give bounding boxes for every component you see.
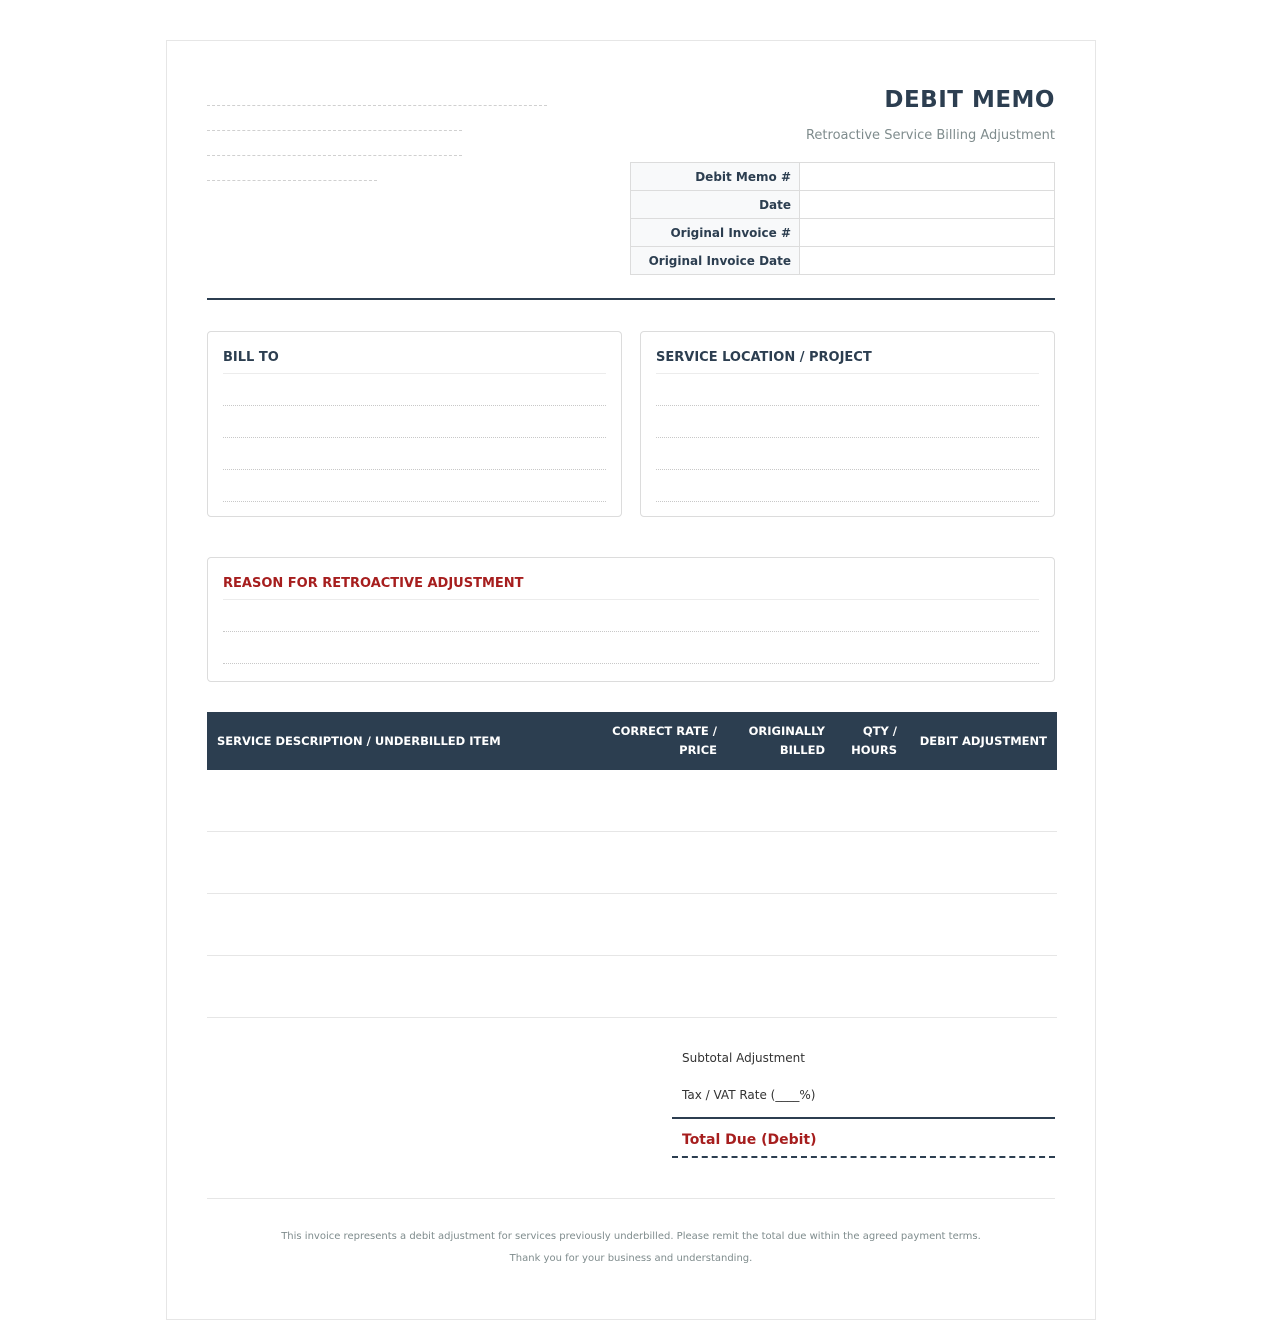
cell-originally-billed[interactable] [727,894,835,956]
cell-debit[interactable] [907,770,1057,832]
cell-qty[interactable] [835,956,907,1018]
reason-line[interactable] [223,632,1039,664]
col-header-debit: DEBIT ADJUSTMENT [907,712,1057,770]
col-header-description: SERVICE DESCRIPTION / UNDERBILLED ITEM [207,712,597,770]
address-line[interactable] [207,129,462,131]
items-header-row [207,712,1057,770]
cell-qty[interactable] [835,894,907,956]
cell-originally-billed[interactable] [727,770,835,832]
subtotal-row [672,1043,1055,1080]
bill-to-line[interactable] [223,438,606,470]
cell-originally-billed[interactable] [727,956,835,1018]
cell-correct-rate[interactable] [597,956,727,1018]
document-subtitle: Retroactive Service Billing Adjustment [805,128,1055,143]
meta-row-date [631,191,1055,219]
footer [207,1198,1055,1270]
meta-value-field[interactable] [800,163,1055,191]
meta-value-field[interactable] [800,219,1055,247]
cell-correct-rate[interactable] [597,832,727,894]
meta-label: Debit Memo # [631,163,800,191]
table-row [207,894,1057,956]
cell-description[interactable] [207,832,597,894]
meta-row-original-invoice-date [631,247,1055,275]
service-location-line[interactable] [656,406,1039,438]
footer-thanks: Thank you for your business and understanding. [509,1253,753,1264]
address-line[interactable] [207,179,377,181]
meta-row-original-invoice [631,219,1055,247]
reason-box [207,557,1055,682]
col-header-qty: QTY / HOURS [835,712,907,770]
document-page [166,40,1096,1320]
cell-debit[interactable] [907,894,1057,956]
bill-to-line[interactable] [223,470,606,502]
address-line[interactable] [207,104,547,106]
address-line[interactable] [207,154,462,156]
footer-note: This invoice represents a debit adjustment for services previously underbilled. Please remit the total due within the agreed payment terms. [281,1231,981,1242]
cell-qty[interactable] [835,770,907,832]
reason-title: REASON FOR RETROACTIVE ADJUSTMENT [223,576,1039,600]
tax-label: Tax / VAT Rate (____%) [682,1088,816,1102]
meta-label: Original Invoice # [631,219,800,247]
header-divider [207,298,1055,300]
service-location-line[interactable] [656,470,1039,502]
total-due-row [672,1119,1055,1158]
service-location-line[interactable] [656,374,1039,406]
cell-qty[interactable] [835,832,907,894]
bill-to-line[interactable] [223,374,606,406]
meta-label: Date [631,191,800,219]
meta-label: Original Invoice Date [631,247,800,275]
tax-row [672,1080,1055,1119]
bill-to-title: BILL TO [223,350,606,374]
reason-line[interactable] [223,600,1039,632]
cell-originally-billed[interactable] [727,832,835,894]
cell-description[interactable] [207,956,597,1018]
document-title: DEBIT MEMO [884,87,1055,113]
table-row [207,956,1057,1018]
service-location-title: SERVICE LOCATION / PROJECT [656,350,1039,374]
bill-to-line[interactable] [223,406,606,438]
service-location-box [640,331,1055,517]
cell-description[interactable] [207,894,597,956]
bill-to-box [207,331,622,517]
meta-row-memo-number [631,163,1055,191]
cell-debit[interactable] [907,832,1057,894]
cell-correct-rate[interactable] [597,770,727,832]
table-row [207,770,1057,832]
subtotal-label: Subtotal Adjustment [682,1051,805,1065]
meta-value-field[interactable] [800,247,1055,275]
totals-section [672,1043,1055,1158]
memo-meta-table [630,162,1055,275]
col-header-originally-billed: ORIGINALLY BILLED [727,712,835,770]
col-header-correct-rate: CORRECT RATE / PRICE [597,712,727,770]
items-table [207,712,1057,1018]
table-row [207,832,1057,894]
company-address-lines [207,104,557,204]
service-location-line[interactable] [656,438,1039,470]
cell-correct-rate[interactable] [597,894,727,956]
meta-value-field[interactable] [800,191,1055,219]
total-due-label: Total Due (Debit) [682,1132,817,1148]
cell-debit[interactable] [907,956,1057,1018]
cell-description[interactable] [207,770,597,832]
